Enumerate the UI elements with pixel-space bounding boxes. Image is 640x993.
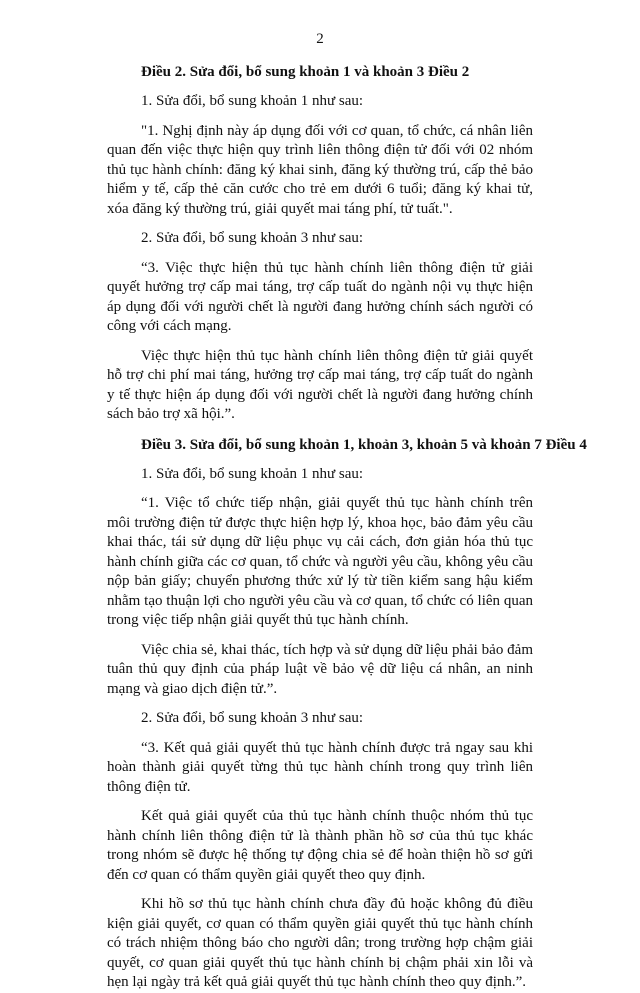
article-3-heading: Điều 3. Sửa đổi, bổ sung khoản 1, khoản 3, khoản 5 và khoản 7 Điều 4 xyxy=(141,436,587,453)
paragraph: Việc thực hiện thủ tục hành chính liên thông điện tử giải quyết hỗ trợ chi phí mai táng, hưởng trợ cấp mai táng, trợ cấp tuất do ngành y tế thực hiện áp dụng đối với người chết là người đang hưởng chính sách bảo trợ xã hội.”. xyxy=(107,347,533,422)
paragraph: 2. Sửa đổi, bổ sung khoản 3 như sau: xyxy=(141,230,364,246)
paragraph: Việc chia sẻ, khai thác, tích hợp và sử dụng dữ liệu phải bảo đảm tuân thủ quy định của pháp luật về bảo vệ dữ liệu cá nhân, an ninh mạng và giao dịch điện tử.”. xyxy=(107,641,533,697)
paragraph: 2. Sửa đổi, bổ sung khoản 3 như sau: xyxy=(141,710,364,726)
paragraph: "1. Nghị định này áp dụng đối với cơ quan, tổ chức, cá nhân liên quan đến việc thực hiện quy trình liên thông điện tử đối với 02 nhóm thủ tục hành chính: đăng ký khai sinh, đăng ký thường trú, cấp thẻ bảo hiểm y tế, cấp thẻ căn cước cho trẻ em dưới 6 tuổi; đăng ký khai tử, xóa đăng ký thường trú, giải quyết mai táng phí, tử tuất.". xyxy=(107,122,533,217)
paragraph: Kết quả giải quyết của thủ tục hành chính thuộc nhóm thủ tục hành chính liên thông điện tử là thành phần hồ sơ của thủ tục khác trong nhóm sẽ được hệ thống tự động chia sẻ để hoàn thiện hồ sơ gửi đến cơ quan có thẩm quyền giải quyết theo quy định. xyxy=(107,808,533,883)
paragraph: Khi hồ sơ thủ tục hành chính chưa đầy đủ hoặc không đủ điều kiện giải quyết, cơ quan có thẩm quyền giải quyết thủ tục hành chính có trách nhiệm thông báo cho người dân; trong trường hợp chậm giải quyết, cơ quan giải quyết thủ tục hành chính bị chậm phải xin lỗi và hẹn lại ngày trả kết quả giải quyết thủ tục hành chính theo quy định.”. xyxy=(107,896,533,990)
article-2-heading: Điều 2. Sửa đổi, bổ sung khoản 1 và khoản 3 Điều 2 xyxy=(141,64,470,80)
paragraph: 1. Sửa đổi, bổ sung khoản 1 như sau: xyxy=(141,465,364,482)
paragraph: “3. Việc thực hiện thủ tục hành chính liên thông điện tử giải quyết hưởng trợ cấp mai táng, trợ cấp tuất do ngành nội vụ thực hiện áp dụng đối với người chết là người đang hưởng chính sách người có công với cách mạng. xyxy=(107,259,533,334)
paragraph: 1. Sửa đổi, bổ sung khoản 1 như sau: xyxy=(141,93,364,109)
page-number: 2 xyxy=(316,31,324,47)
paragraph: “3. Kết quả giải quyết thủ tục hành chính được trả ngay sau khi hoàn thành giải quyết từng thủ tục hành chính trong quy trình liên thông điện tử. xyxy=(107,739,533,795)
paragraph: “1. Việc tổ chức tiếp nhận, giải quyết thủ tục hành chính trên môi trường điện tử được thực hiện hợp lý, khoa học, bảo đảm yêu cầu khai thác, tái sử dụng dữ liệu phục vụ cải cách, đơn giản hóa thủ tục hành chính giữa các cơ quan, tổ chức và người yêu cầu, không yêu cầu nộp bản giấy; chuyển phương thức xử lý từ tiền kiểm sang hậu kiểm nhằm tạo thuận lợi cho người yêu cầu và cơ quan, tổ chức có liên quan trong việc tiếp nhận giải quyết thủ tục hành chính. xyxy=(107,495,533,628)
